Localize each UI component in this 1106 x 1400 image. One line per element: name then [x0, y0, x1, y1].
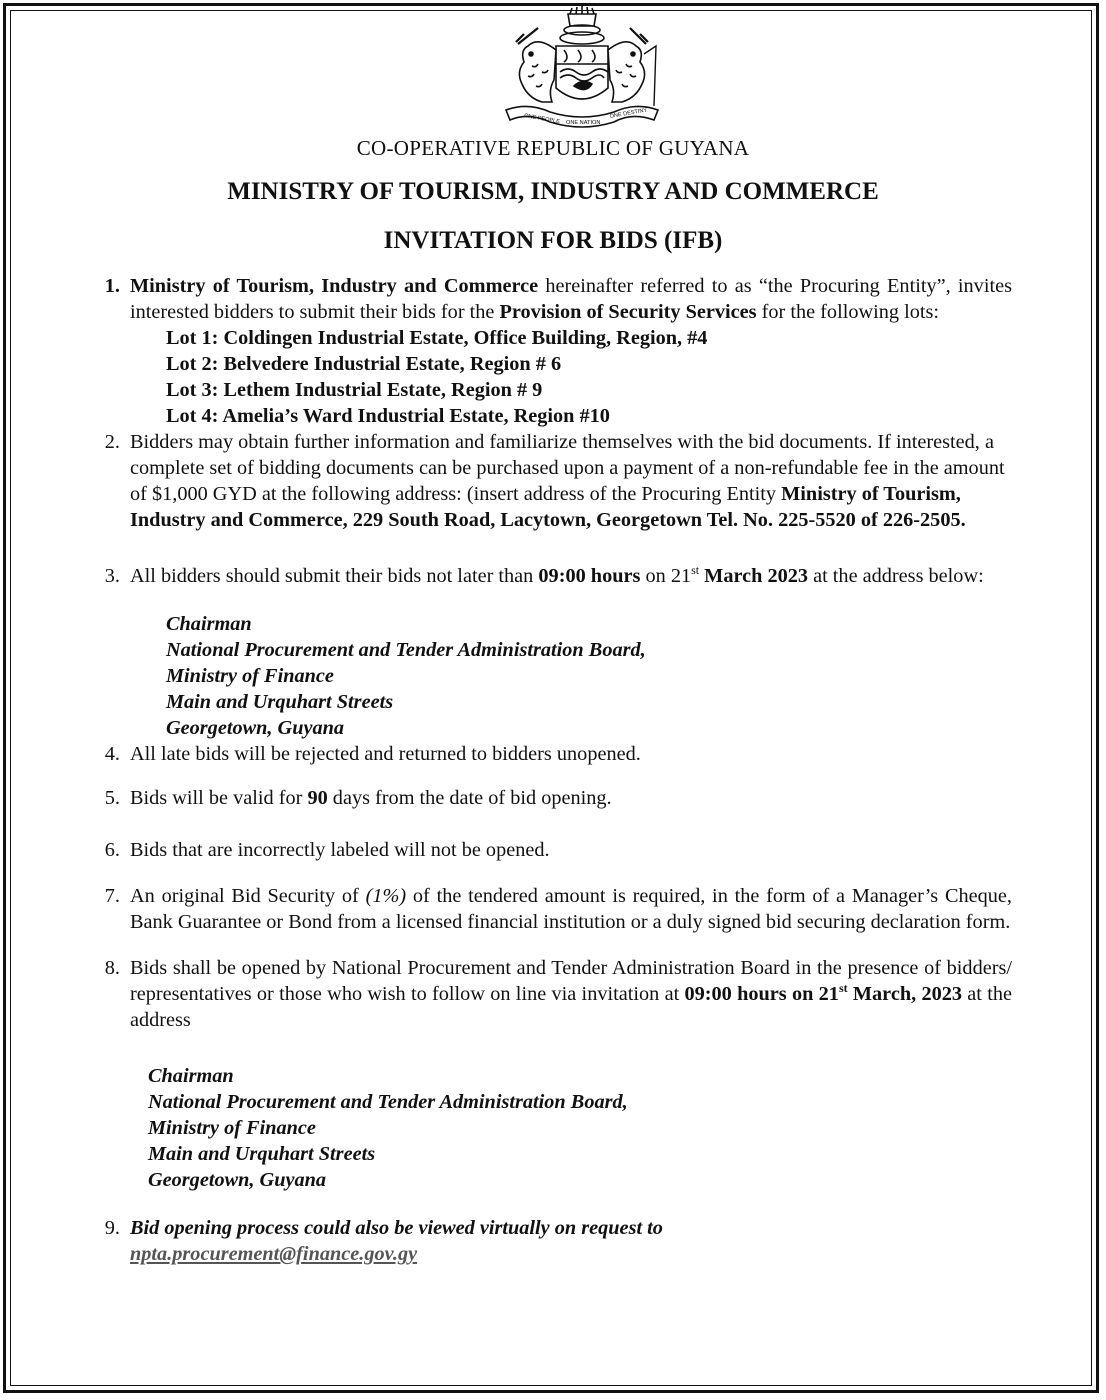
clause-number: 5. [104, 787, 120, 809]
clause-number: 8. [104, 957, 120, 979]
address-line: National Procurement and Tender Administration Board, [166, 639, 646, 661]
address-line: Georgetown, Guyana [166, 717, 345, 739]
clause-text: All bidders should submit their bids not later than [130, 565, 539, 587]
clause-text: days from the date of bid opening. [327, 787, 612, 809]
clause-number: 4. [104, 743, 120, 765]
address-line: Ministry of Finance [166, 665, 334, 687]
ministry-heading: MINISTRY OF TOURISM, INDUSTRY AND COMMERCE [227, 178, 879, 205]
address-line: Chairman [148, 1065, 234, 1087]
ministry-address: Ministry of Tourism, Industry and Commerce, 229 South Road, Lacytown, Georgetown Tel. No. 225-5520 of 226-2505. [130, 483, 966, 531]
virtual-viewing-note: Bid opening process could also be viewed virtually on request to [130, 1217, 663, 1239]
deadline-time: 09:00 hours [538, 565, 641, 587]
country-heading: CO-OPERATIVE REPUBLIC OF GUYANA [356, 136, 750, 160]
clause-5 [92, 785, 1012, 811]
clause-7 [92, 883, 1012, 935]
clause-number: 3. [104, 565, 120, 587]
ordinal-suffix: st [691, 563, 700, 578]
clause-text: Bids will be valid for [130, 787, 308, 809]
address-line: Georgetown, Guyana [148, 1169, 327, 1191]
clause-text: for the following lots: [756, 301, 940, 323]
clause-text: hereinafter referred to as “the Procuring Entity”, invites interested bidders to submit their bids for the [130, 275, 1012, 323]
address-line: Main and Urquhart Streets [148, 1143, 376, 1165]
opening-time: 09:00 hours on 21 [684, 983, 839, 1005]
clause-text: Bids shall be opened by National Procurement and Tender Administration Board in the presence of bidders/ representatives or those who wish to follow on line via invitation at [130, 957, 1012, 1005]
clause-8 [92, 955, 1012, 1193]
opening-address [130, 1063, 1012, 1193]
address-line: Ministry of Finance [148, 1117, 316, 1139]
clause-number: 6. [104, 839, 120, 861]
lot-item: Lot 2: Belvedere Industrial Estate, Region # 6 [166, 353, 562, 375]
validity-days: 90 [307, 787, 328, 809]
bid-security-percent: (1%) [365, 885, 407, 907]
npta-email-link[interactable]: npta.procurement@finance.gov.gy [130, 1243, 418, 1265]
document-title: INVITATION FOR BIDS (IFB) [383, 227, 723, 254]
opening-date: March, 2023 [847, 983, 963, 1005]
clause-9 [92, 1215, 1012, 1267]
lot-item: Lot 3: Lethem Industrial Estate, Region # 9 [166, 379, 543, 401]
clause-text: on 21 [640, 565, 692, 587]
clause-3 [92, 563, 1012, 741]
clause-6 [92, 837, 1012, 863]
clause-1 [92, 273, 1012, 429]
clause-text: An original Bid Security of [130, 885, 366, 907]
clause-number: 7. [104, 885, 120, 907]
clause-number: 9. [104, 1217, 120, 1239]
service-name: Provision of Security Services [499, 301, 757, 323]
ordinal-suffix: st [838, 981, 848, 996]
address-line: National Procurement and Tender Administration Board, [148, 1091, 628, 1113]
clause-text: All late bids will be rejected and returned to bidders unopened. [130, 743, 641, 765]
clause-text: Bidders may obtain further information and familiarize themselves with the bid documents. If interested, a complete set of bidding documents can be purchased upon a payment of a non-refundable fee in the amount of $1,000 GYD at the following address: (insert address of the Procuring Entity [130, 431, 1005, 505]
procuring-entity-name: Ministry of Tourism, Industry and Commerce [130, 275, 539, 297]
svg-text:ONE NATION: ONE NATION [566, 120, 601, 126]
clause-4 [92, 741, 1012, 767]
svg-text:ONE DESTINY: ONE DESTINY [609, 107, 648, 120]
ifb-body [92, 273, 1012, 1267]
clause-2 [92, 429, 1012, 533]
deadline-date: March 2023 [699, 565, 809, 587]
clause-text: at the address [130, 983, 1012, 1031]
guyana-coat-of-arms-icon [498, 6, 666, 130]
clause-text: of the tendered amount is required, in the form of a Manager’s Cheque, Bank Guarantee or Bond from a licensed financial institution or a duly signed bid securing declaration form. [130, 885, 1012, 933]
clause-number: 1. [104, 275, 120, 297]
submission-address [130, 611, 1012, 741]
clause-text: Bids that are incorrectly labeled will not be opened. [130, 839, 550, 861]
address-line: Main and Urquhart Streets [166, 691, 394, 713]
svg-text:ONE PEOPLE: ONE PEOPLE [523, 113, 561, 126]
lot-item: Lot 4: Amelia’s Ward Industrial Estate, Region #10 [166, 405, 610, 427]
lot-item: Lot 1: Coldingen Industrial Estate, Office Building, Region, #4 [166, 327, 708, 349]
clause-number: 2. [104, 431, 120, 453]
clause-text: at the address below: [808, 565, 984, 587]
address-line: Chairman [166, 613, 252, 635]
